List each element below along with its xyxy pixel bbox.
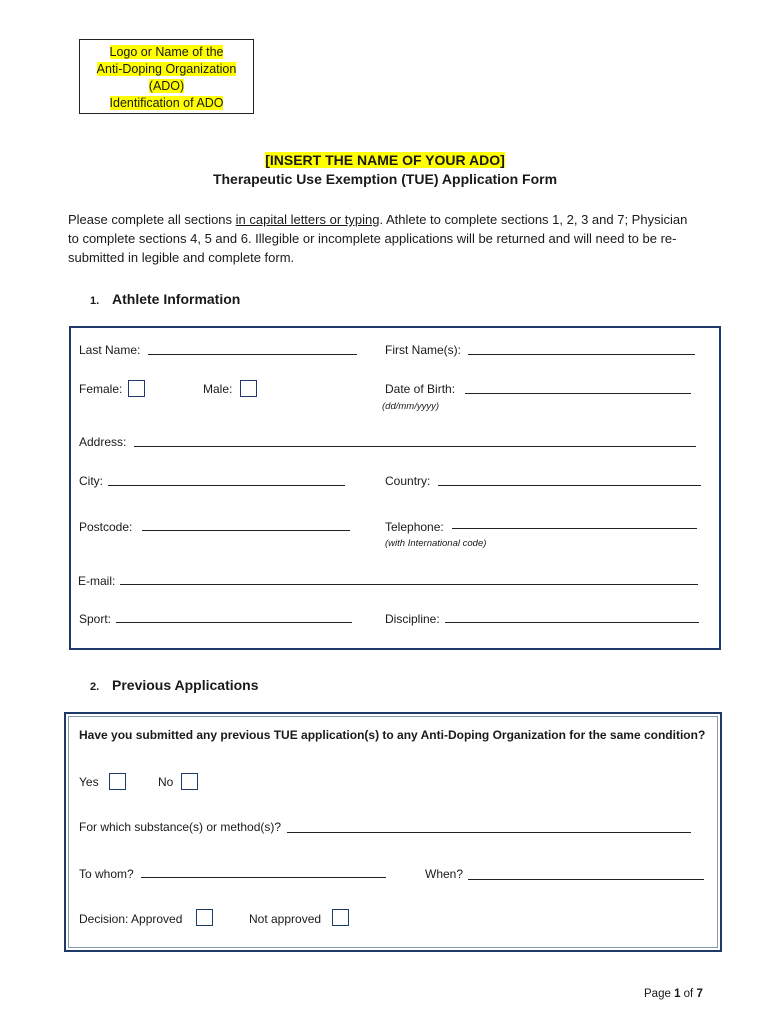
section-2-number: 2. (90, 681, 100, 693)
no-label: No (158, 775, 174, 789)
section-2-title: Previous Applications (112, 677, 259, 693)
dob-label: Date of Birth: (385, 382, 456, 396)
athlete-information-box (69, 326, 721, 650)
dob-field[interactable] (465, 393, 691, 394)
section-1-number: 1. (90, 295, 100, 307)
yes-label: Yes (79, 775, 99, 789)
telephone-field[interactable] (452, 528, 697, 529)
female-checkbox[interactable] (128, 380, 145, 397)
section-2-heading (90, 677, 259, 695)
dob-format-hint: (dd/mm/yyyy) (382, 401, 439, 412)
section-1-title: Athlete Information (112, 291, 241, 307)
telephone-hint: (with International code) (385, 538, 487, 549)
section-1-heading (90, 291, 240, 309)
first-names-field[interactable] (468, 354, 695, 355)
first-names-label: First Name(s): (385, 343, 461, 357)
no-checkbox[interactable] (181, 773, 198, 790)
substance-label: For which substance(s) or method(s)? (79, 820, 282, 834)
address-label: Address: (79, 435, 127, 449)
page-current: 1 (674, 988, 681, 1000)
telephone-label: Telephone: (385, 520, 444, 534)
decision-approved-label: Decision: Approved (79, 912, 183, 926)
to-whom-field[interactable] (141, 877, 386, 878)
country-label: Country: (385, 474, 431, 488)
city-field[interactable] (108, 485, 345, 486)
not-approved-checkbox[interactable] (332, 909, 349, 926)
intro-part-1: Please complete all sections (68, 212, 236, 227)
form-title: Therapeutic Use Exemption (TUE) Application Form (212, 171, 558, 187)
intro-paragraph (68, 210, 698, 267)
not-approved-label: Not approved (249, 912, 322, 926)
email-field[interactable] (120, 584, 698, 585)
logo-line-1: Logo or Name of the (109, 45, 224, 59)
logo-line-4: Identification of ADO (109, 96, 224, 110)
substance-field[interactable] (287, 832, 691, 833)
ado-logo-placeholder (79, 39, 254, 114)
yes-checkbox[interactable] (109, 773, 126, 790)
sport-field[interactable] (116, 622, 352, 623)
sport-label: Sport: (79, 612, 112, 626)
male-label: Male: (203, 382, 233, 396)
to-whom-label: To whom? (79, 867, 134, 881)
city-label: City: (79, 474, 103, 488)
discipline-label: Discipline: (385, 612, 440, 626)
last-name-label: Last Name: (79, 343, 141, 357)
postcode-label: Postcode: (79, 520, 133, 534)
logo-line-2: Anti-Doping Organization (96, 62, 237, 76)
when-field[interactable] (468, 879, 704, 880)
male-checkbox[interactable] (240, 380, 257, 397)
intro-part-2: . Athlete to complete sections 1, 2, 3 and 7; Physician to complete sections 4, 5 and 6. Illegible or incomplete applications will be returned and will need to be re-submitted in legible and complete form. (68, 212, 688, 265)
postcode-field[interactable] (142, 530, 350, 531)
ado-name-heading (0, 152, 770, 168)
female-label: Female: (79, 382, 123, 396)
country-field[interactable] (438, 485, 701, 486)
ado-name-text: [INSERT THE NAME OF YOUR ADO] (265, 152, 505, 168)
page-of: of (680, 988, 697, 1000)
discipline-field[interactable] (445, 622, 699, 623)
intro-underlined: in capital letters or typing (235, 212, 380, 227)
logo-line-3: (ADO) (148, 79, 185, 93)
page-label: Page (644, 988, 675, 1000)
last-name-field[interactable] (148, 354, 357, 355)
when-label: When? (425, 867, 464, 881)
page-number (644, 988, 703, 1000)
page-total: 7 (696, 988, 703, 1000)
approved-checkbox[interactable] (196, 909, 213, 926)
address-field[interactable] (134, 446, 696, 447)
email-label: E-mail: (78, 574, 116, 588)
previous-tue-question: Have you submitted any previous TUE application(s) to any Anti-Doping Organization for the same condition? (79, 728, 706, 742)
